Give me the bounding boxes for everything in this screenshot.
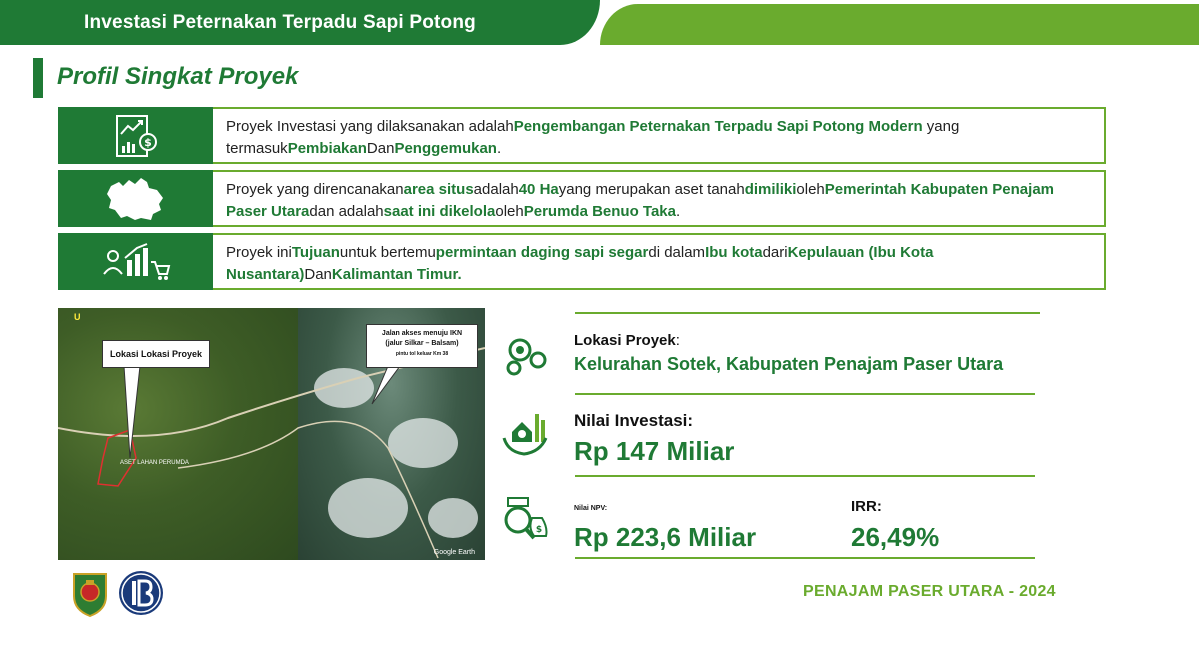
divider-lower xyxy=(575,475,1035,477)
row-2-text xyxy=(226,179,1090,223)
row-2-segment: area situs xyxy=(403,181,474,198)
market-demand-icon xyxy=(101,238,171,286)
section-marker xyxy=(33,58,43,98)
row-3-segment: Proyek ini xyxy=(226,244,292,261)
investment-label: Nilai Investasi: xyxy=(574,411,694,430)
divider-bottom xyxy=(575,557,1035,559)
npv-analysis-icon xyxy=(498,494,548,544)
irr-label: IRR: xyxy=(851,498,882,515)
row-3-segment: dari xyxy=(762,244,788,261)
kalimantan-map-icon xyxy=(101,174,171,224)
regency-emblem-icon xyxy=(70,570,110,618)
header-accent-bar xyxy=(600,4,1199,45)
section-title: Profil Singkat Proyek xyxy=(57,63,299,90)
irr-value: 26,49% xyxy=(851,522,940,552)
row-3-segment: permintaan daging sapi segar xyxy=(435,244,649,261)
row-1-segment: Proyek Investasi yang dilaksanakan adalah xyxy=(226,118,514,135)
row-1-segment: . xyxy=(496,140,502,157)
row-2-segment: 40 Ha xyxy=(518,181,559,198)
row-1-text xyxy=(226,116,1090,160)
bank-indonesia-logo-icon xyxy=(118,570,164,616)
footer-text: PENAJAM PASER UTARA - 2024 xyxy=(803,583,1056,600)
row-1-segment: Pembiakan xyxy=(287,140,367,157)
chart-money-icon xyxy=(113,112,159,160)
row-3-segment: untuk bertemu xyxy=(339,244,436,261)
row-2-segment: oleh xyxy=(796,181,825,198)
svg-text:$: $ xyxy=(535,525,543,535)
divider-top xyxy=(575,312,1040,314)
row-2-segment: oleh xyxy=(495,203,524,220)
row-1-segment: Penggemukan xyxy=(394,140,497,157)
road-callout: Jalan akses menuju IKN (jalur Silkar – Balsam) pintu tol keluar Km 38 xyxy=(366,324,478,368)
satellite-map xyxy=(58,308,485,560)
row-2-segment: Proyek yang direncanakan xyxy=(226,181,404,198)
row-2-segment: adalah xyxy=(473,181,519,198)
investment-house-icon xyxy=(500,408,550,458)
row-2-segment: . xyxy=(675,203,681,220)
row-1-segment: Pengembangan Peternakan Terpadu Sapi Potong Modern xyxy=(513,118,923,135)
location-callout: Lokasi Lokasi Proyek xyxy=(102,340,210,368)
row-3-segment: Kepulauan (Ibu Kota Nusantara) xyxy=(226,244,934,283)
info-row-1 xyxy=(58,107,1106,164)
north-arrow-icon: U xyxy=(74,312,81,322)
info-row-3 xyxy=(58,233,1106,290)
row-1-segment: Dan xyxy=(366,140,395,157)
npv-value: Rp 223,6 Miliar xyxy=(574,522,757,552)
location-gears-icon xyxy=(500,328,550,378)
row-1-segment: yang termasuk xyxy=(226,118,960,157)
row-3-text xyxy=(226,242,1090,286)
svg-text:$: $ xyxy=(143,135,152,149)
site-label: ASET LAHAN PERUMDA xyxy=(120,460,189,466)
row-3-segment: Tujuan xyxy=(291,244,340,261)
npv-label: Nilai NPV: xyxy=(574,505,608,512)
row-2-segment: saat ini dikelola xyxy=(383,203,496,220)
row-3-segment: Kalimantan Timur. xyxy=(331,266,462,283)
row-3-segment: Dan xyxy=(304,266,332,283)
row-2-segment: dan adalah xyxy=(309,203,384,220)
header-title: Investasi Peternakan Terpadu Sapi Potong xyxy=(84,12,476,33)
investment-value: Rp 147 Miliar xyxy=(574,436,735,466)
row-2-segment: dimiliki xyxy=(744,181,797,198)
divider-mid xyxy=(575,393,1035,395)
info-row-2 xyxy=(58,170,1106,227)
header-bar xyxy=(0,0,600,45)
row-3-segment: Ibu kota xyxy=(705,244,763,261)
row-2-segment: Pemerintah Kabupaten Penajam Paser Utara xyxy=(226,181,1054,220)
location-label: Lokasi Proyek: xyxy=(574,332,680,349)
row-3-segment: di dalam xyxy=(648,244,706,261)
location-value: Kelurahan Sotek, Kabupaten Penajam Paser Utara xyxy=(574,354,1004,374)
row-2-segment: yang merupakan aset tanah xyxy=(558,181,745,198)
row-2-segment: Perumda Benuo Taka xyxy=(523,203,676,220)
map-credit: Google Earth xyxy=(433,549,475,556)
